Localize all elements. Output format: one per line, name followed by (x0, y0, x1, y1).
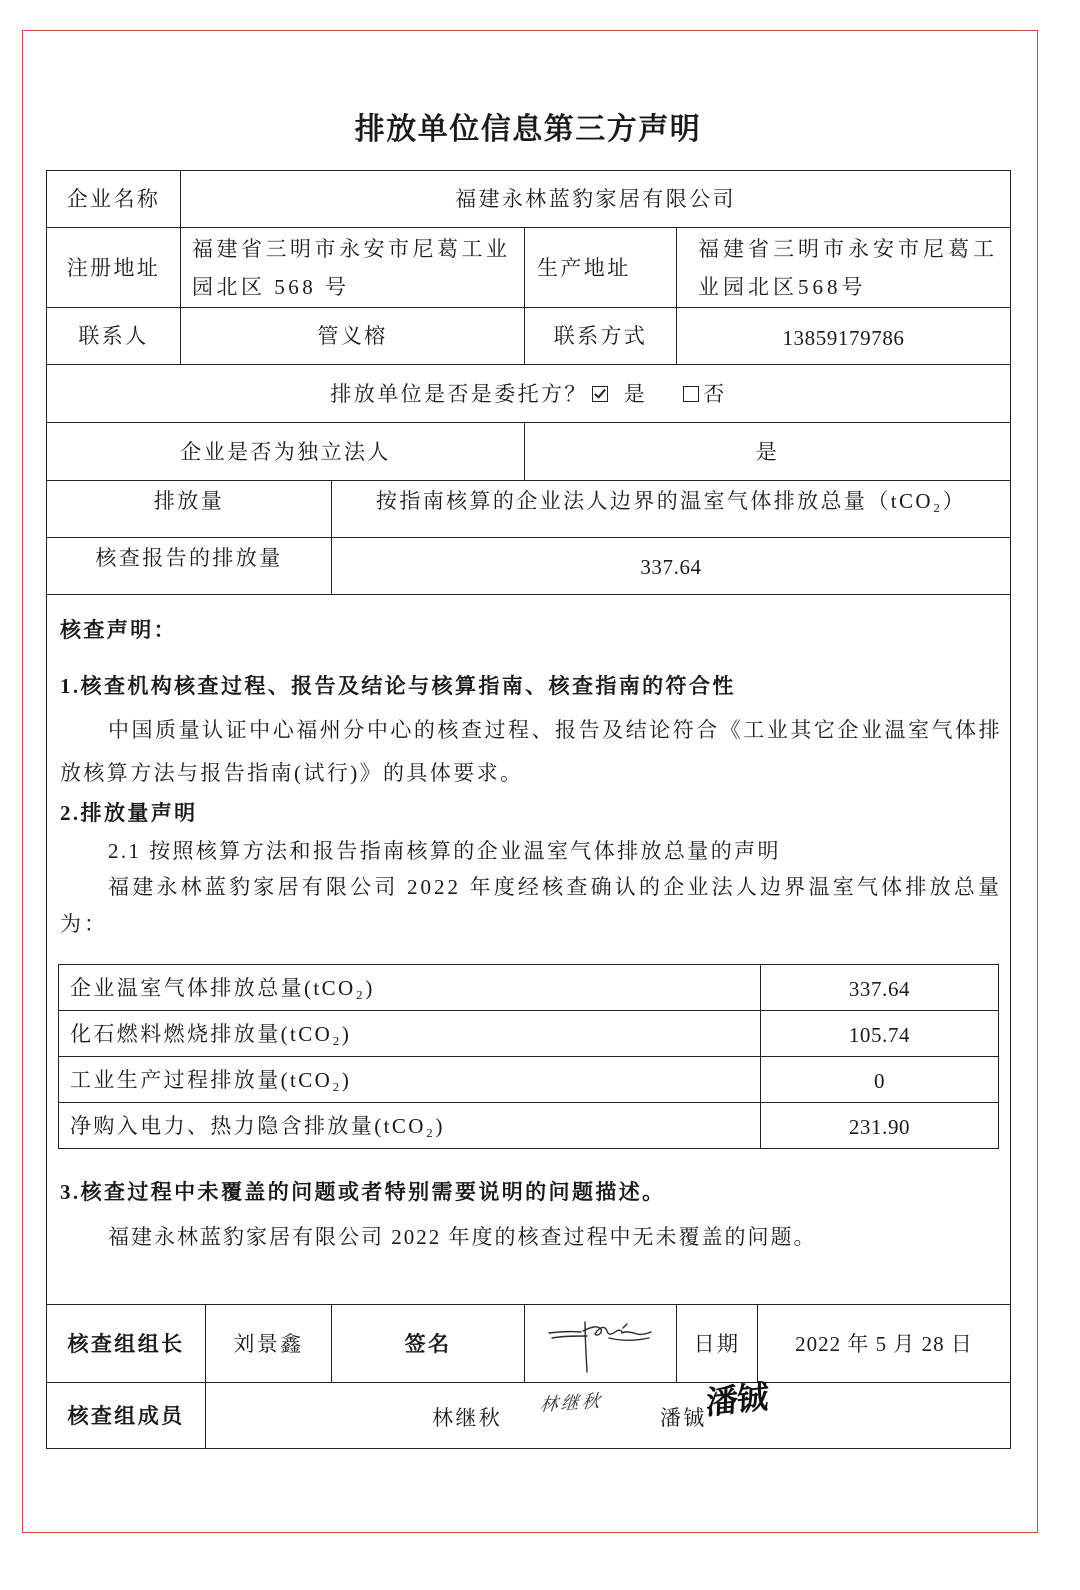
emissions-label: 排放量 (153, 489, 225, 513)
contact-person-label: 联系人 (78, 324, 149, 348)
signing-date: 2022 年 5 月 28 日 (795, 1331, 973, 1356)
contact-person: 管义榕 (317, 324, 388, 348)
table-row-label (58, 1056, 761, 1103)
production-address-cell (676, 227, 1011, 308)
contact-phone: 13859179786 (782, 326, 905, 350)
section1-title: 1.核查机构核查过程、报告及结论与核算指南、核查指南的符合性 (60, 674, 736, 698)
leader-name-cell (205, 1304, 332, 1383)
registered-address: 福建省三明市永安市尼葛工业园北区 568 号 (192, 236, 511, 299)
member-name: 林继秋 (432, 1406, 503, 1430)
section2-1-text: 福建永林蓝豹家居有限公司 2022 年度经核查确认的企业法人边界温室气体排放总量为： (60, 875, 1002, 936)
production-address-label-cell (524, 227, 677, 308)
section2-1-title: 2.1 按照核算方法和报告指南核算的企业温室气体排放总量的声明 (108, 839, 781, 863)
section3-title: 3.核查过程中未覆盖的问题或者特别需要说明的问题描述。 (60, 1180, 666, 1204)
fossil-fuel-emissions-label: 化石燃料燃烧排放量(tCO₂) (70, 1021, 352, 1046)
table-row-label (58, 1102, 761, 1149)
reported-emissions-cell (331, 537, 1011, 595)
purchased-energy-emissions-label: 净购入电力、热力隐含排放量(tCO₂) (70, 1113, 445, 1138)
date-cell (757, 1304, 1011, 1383)
emissions-basis: 按指南核算的企业法人边界的温室气体排放总量（tCO₂） (375, 489, 967, 513)
verification-declaration (46, 594, 1011, 1305)
purchased-energy-emissions-value: 231.90 (848, 1115, 911, 1139)
reported-emissions-value: 337.64 (640, 555, 702, 579)
entrusted-yes-label: 是 (623, 381, 648, 406)
leader-name: 刘景鑫 (233, 1331, 304, 1356)
registered-address-label: 注册地址 (66, 255, 161, 280)
company-name: 福建永林蓝豹家居有限公司 (455, 187, 736, 211)
member-name: 潘铖 (660, 1406, 707, 1430)
section2-title: 2.排放量声明 (60, 801, 198, 825)
entrusted-question-cell (46, 364, 1011, 423)
registered-address-cell (180, 227, 525, 308)
date-label: 日期 (693, 1331, 741, 1356)
members-label: 核查组成员 (67, 1403, 185, 1428)
document-title: 排放单位信息第三方声明 (354, 113, 702, 146)
company-name-cell (180, 170, 1011, 228)
emissions-basis-cell (331, 480, 1011, 538)
total-emissions-value: 337.64 (848, 977, 911, 1001)
emissions-breakdown-table (58, 964, 999, 1149)
leader-signature (525, 1305, 676, 1382)
contact-person-label-cell (46, 307, 181, 365)
independent-legal-person-label: 企业是否为独立法人 (180, 439, 391, 464)
reported-emissions-label-cell (46, 537, 332, 595)
independent-legal-person-value: 是 (755, 439, 780, 464)
company-name-label: 企业名称 (66, 187, 161, 211)
leader-label-cell (46, 1304, 206, 1383)
member-signature: 林继秋 (538, 1390, 604, 1416)
table-row-value (760, 1010, 999, 1057)
reported-emissions-label: 核查报告的排放量 (95, 546, 283, 570)
production-address: 福建省三明市永安市尼葛工业园北区568号 (698, 236, 998, 299)
signature-label-cell (331, 1304, 525, 1383)
independent-legal-person-cell (524, 422, 1011, 481)
members-label-cell (46, 1382, 206, 1449)
industrial-process-emissions-value: 0 (873, 1069, 886, 1093)
checkbox-no-icon (683, 386, 699, 402)
leader-label: 核查组组长 (67, 1331, 185, 1356)
members-cell (205, 1378, 1011, 1449)
leader-signature-cell (524, 1304, 677, 1383)
section3-text: 福建永林蓝豹家居有限公司 2022 年度的核查过程中无未覆盖的问题。 (108, 1225, 817, 1249)
industrial-process-emissions-label: 工业生产过程排放量(tCO₂) (70, 1067, 352, 1092)
production-address-label: 生产地址 (537, 255, 631, 280)
independent-legal-person-label-cell (46, 422, 525, 481)
table-row-value (760, 964, 999, 1011)
contact-method-label-cell (524, 307, 677, 365)
section1-text: 中国质量认证中心福州分中心的核查过程、报告及结论符合《工业其它企业温室气体排放核算方法与报告指南(试行)》的具体要求。 (60, 718, 1002, 785)
emissions-label-cell (46, 480, 332, 538)
declaration-heading: 核查声明： (60, 618, 177, 642)
table-row-label (58, 1010, 761, 1057)
checkbox-yes-checked-icon (592, 386, 608, 402)
date-label-cell (676, 1304, 758, 1383)
contact-person-cell (180, 307, 525, 365)
entrusted-question: 排放单位是否是委托方？ (330, 381, 588, 406)
fossil-fuel-emissions-value: 105.74 (848, 1023, 911, 1047)
contact-method-label: 联系方式 (553, 324, 648, 348)
signature-label: 签名 (404, 1331, 452, 1356)
company-name-label-cell (46, 170, 181, 228)
table-row-label (58, 964, 761, 1011)
registered-address-label-cell (46, 227, 181, 308)
member-signature: 潘铖 (705, 1378, 769, 1422)
entrusted-question-line (330, 379, 726, 409)
table-row-value (760, 1102, 999, 1149)
total-emissions-label: 企业温室气体排放总量(tCO₂) (70, 975, 375, 1000)
entrusted-no-label: 否 (703, 381, 727, 406)
table-row-value (760, 1056, 999, 1103)
contact-method-cell (676, 307, 1011, 365)
